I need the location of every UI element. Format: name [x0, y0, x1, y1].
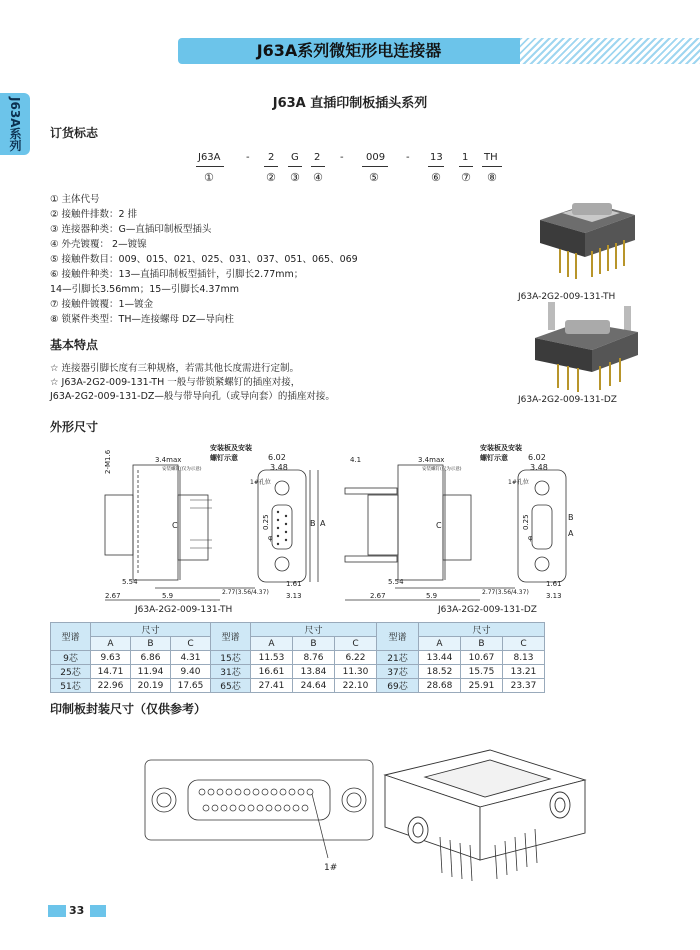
dim-label: 5.9 [162, 592, 174, 600]
table-cell: 37芯 [377, 665, 419, 679]
table-cell: 14.71 [91, 665, 131, 679]
code-part: TH [484, 152, 498, 163]
dim-label: φ [528, 534, 533, 542]
features-list [50, 362, 335, 404]
page-title: J63A 直插印制板插头系列 [272, 96, 428, 111]
marker: ⑤ [369, 171, 379, 184]
outline-heading: 外形尺寸 [50, 420, 99, 434]
photo-caption-th: J63A-2G2-009-131-TH [518, 292, 616, 302]
outline-drawing-th [100, 440, 330, 615]
table-cell: 8.13 [503, 651, 545, 665]
list-item: J63A-2G2-009-131-DZ—般与带导向孔（或导向套）的插座对接。 [50, 391, 335, 402]
table-cell: 18.52 [419, 665, 461, 679]
table-cell: 25.91 [461, 679, 503, 693]
list-item: ⑧ 锁紧件类型：TH—连接螺母 DZ—导向柱 [50, 314, 234, 325]
code-part: 13 [430, 152, 443, 163]
product-photo-dz [520, 300, 650, 395]
code-part: 1 [462, 152, 469, 163]
connector-3d-drawing [370, 745, 600, 885]
table-cell: 6.86 [131, 651, 171, 665]
drawing-caption-dz: J63A-2G2-009-131-DZ [438, 605, 537, 615]
table-cell: 25芯 [51, 665, 91, 679]
features-heading: 基本特点 [50, 338, 99, 352]
table-cell: 4.31 [171, 651, 211, 665]
dim-label: A [568, 529, 574, 538]
dim-label: φ [268, 534, 273, 542]
table-header: 尺寸 [419, 623, 545, 637]
ordering-list [50, 192, 358, 327]
order-code [0, 0, 700, 190]
table-cell: 21芯 [377, 651, 419, 665]
marker: ③ [290, 171, 300, 184]
table-header: 型谱 [377, 623, 419, 651]
dim-label: B [310, 519, 316, 528]
dim-label: 1#孔位 [508, 479, 529, 486]
dim-label: C [436, 521, 442, 530]
table-cell: 6.22 [335, 651, 377, 665]
dim-label: 3.4max [418, 456, 445, 464]
ordering-heading: 订货标志 [50, 126, 99, 140]
table-cell: 24.64 [293, 679, 335, 693]
dim-label: 螺钉示意 [480, 454, 508, 462]
table-cell: 11.53 [251, 651, 293, 665]
table-cell: 28.68 [419, 679, 461, 693]
list-item: ① 主体代号 [50, 194, 100, 205]
dim-label: 2.77(3.56/4.37) [482, 589, 529, 596]
table-cell: 27.41 [251, 679, 293, 693]
table-header: C [503, 637, 545, 651]
dim-label: 安装螺钉(仅为示意) [422, 467, 462, 472]
table-cell: 9芯 [51, 651, 91, 665]
marker: ① [204, 171, 214, 184]
table-cell: 17.65 [171, 679, 211, 693]
photo-caption-dz: J63A-2G2-009-131-DZ [518, 395, 617, 405]
dim-label: 安装螺钉(仅为示意) [162, 467, 202, 472]
dim-label: 3.48 [270, 463, 288, 472]
code-part: G [291, 152, 299, 163]
dim-label: 3.13 [546, 592, 562, 600]
list-item: ⑤ 接触件数目：009、015、021、025、031、037、051、065、069 [50, 254, 358, 265]
table-row [51, 651, 545, 665]
table-header: C [171, 637, 211, 651]
table-header: 尺寸 [91, 623, 211, 637]
dim-label: 6.02 [528, 453, 546, 462]
table-cell: 22.10 [335, 679, 377, 693]
table-header: 型谱 [211, 623, 251, 651]
product-photo-th [520, 185, 650, 290]
code-part: 2 [314, 152, 321, 163]
list-item: 14—引脚长3.56mm；15—引脚长4.37mm [50, 284, 239, 295]
dim-label: 5.54 [122, 578, 138, 586]
marker: ⑥ [431, 171, 441, 184]
list-item: ☆ J63A-2G2-009-131-TH 一般与带锁紧螺钉的插座对接， [50, 377, 301, 388]
code-part: - [406, 152, 410, 163]
table-header: A [91, 637, 131, 651]
page-bar-left [48, 905, 66, 917]
table-header: B [293, 637, 335, 651]
marker: ④ [313, 171, 323, 184]
dimension-table [50, 622, 545, 693]
table-cell: 11.94 [131, 665, 171, 679]
dim-label: B [568, 513, 574, 522]
dim-label: 3.13 [286, 592, 302, 600]
pin1-label: 1# [324, 863, 338, 873]
table-row [51, 679, 545, 693]
marker: ⑧ [487, 171, 497, 184]
marker: ⑦ [461, 171, 471, 184]
code-part: 009 [366, 152, 386, 163]
table-cell: 8.76 [293, 651, 335, 665]
code-part: 2 [268, 152, 275, 163]
table-cell: 15.75 [461, 665, 503, 679]
table-cell: 9.40 [171, 665, 211, 679]
list-item: ☆ 连接器引脚长度有三种规格，若需其他长度需进行定制。 [50, 363, 300, 374]
table-cell: 13.44 [419, 651, 461, 665]
dim-label: 1.61 [286, 580, 302, 588]
dim-label: 5.54 [388, 578, 404, 586]
dim-label: 安装板及安装 [480, 444, 522, 452]
dim-label: 3.4max [155, 456, 182, 464]
dim-label: 2-M1.6 [104, 449, 112, 474]
table-row [51, 665, 545, 679]
drawing-caption-th: J63A-2G2-009-131-TH [135, 605, 233, 615]
table-cell: 11.30 [335, 665, 377, 679]
table-header: A [419, 637, 461, 651]
table-header: A [251, 637, 293, 651]
dim-label: C [172, 521, 178, 530]
side-tab: J63A系列 [0, 93, 30, 155]
dim-label: 2.67 [105, 592, 121, 600]
table-header: B [461, 637, 503, 651]
dim-label: 1.61 [546, 580, 562, 588]
dim-label: 2.77(3.56/4.37) [222, 589, 269, 596]
table-cell: 15芯 [211, 651, 251, 665]
table-cell: 13.84 [293, 665, 335, 679]
code-part: J63A [198, 152, 221, 163]
table-cell: 69芯 [377, 679, 419, 693]
pcb-heading: 印制板封装尺寸（仅供参考） [50, 702, 207, 716]
dim-label: 4.1 [350, 456, 362, 464]
dim-label: 1#孔位 [250, 479, 271, 486]
table-header: 型谱 [51, 623, 91, 651]
table-cell: 10.67 [461, 651, 503, 665]
series-banner: J63A系列微矩形电连接器 [178, 38, 520, 64]
table-cell: 31芯 [211, 665, 251, 679]
dim-label: 0.25 [522, 514, 530, 530]
marker: ② [266, 171, 276, 184]
pcb-footprint-drawing [140, 750, 380, 880]
table-cell: 65芯 [211, 679, 251, 693]
table-cell: 13.21 [503, 665, 545, 679]
list-item: ④ 外壳镀覆： 2—镀镍 [50, 239, 147, 250]
code-part: - [340, 152, 344, 163]
table-header: 尺寸 [251, 623, 377, 637]
table-cell: 16.61 [251, 665, 293, 679]
table-cell: 51芯 [51, 679, 91, 693]
list-item: ③ 连接器种类：G—直插印制板型插头 [50, 224, 212, 235]
dim-label: 5.9 [426, 592, 438, 600]
dim-label: 6.02 [268, 453, 286, 462]
table-header: B [131, 637, 171, 651]
dim-label: 3.48 [530, 463, 548, 472]
list-item: ② 接触件排数：2 排 [50, 209, 138, 220]
code-part: - [246, 152, 250, 163]
table-cell: 23.37 [503, 679, 545, 693]
dim-label: 0.25 [262, 514, 270, 530]
page-bar-right [90, 905, 106, 917]
dim-label: 安装板及安装 [210, 444, 252, 452]
table-cell: 9.63 [91, 651, 131, 665]
dim-label: A [320, 519, 326, 528]
outline-drawing-dz [340, 440, 574, 615]
list-item: ⑥ 接触件种类：13—直插印制板型插针，引脚长2.77mm； [50, 269, 304, 280]
list-item: ⑦ 接触件镀覆：1—镀金 [50, 299, 154, 310]
table-cell: 22.96 [91, 679, 131, 693]
dim-label: 螺钉示意 [210, 454, 238, 462]
page-number: 33 [69, 904, 85, 917]
table-header: C [335, 637, 377, 651]
table-cell: 20.19 [131, 679, 171, 693]
dim-label: 2.67 [370, 592, 386, 600]
